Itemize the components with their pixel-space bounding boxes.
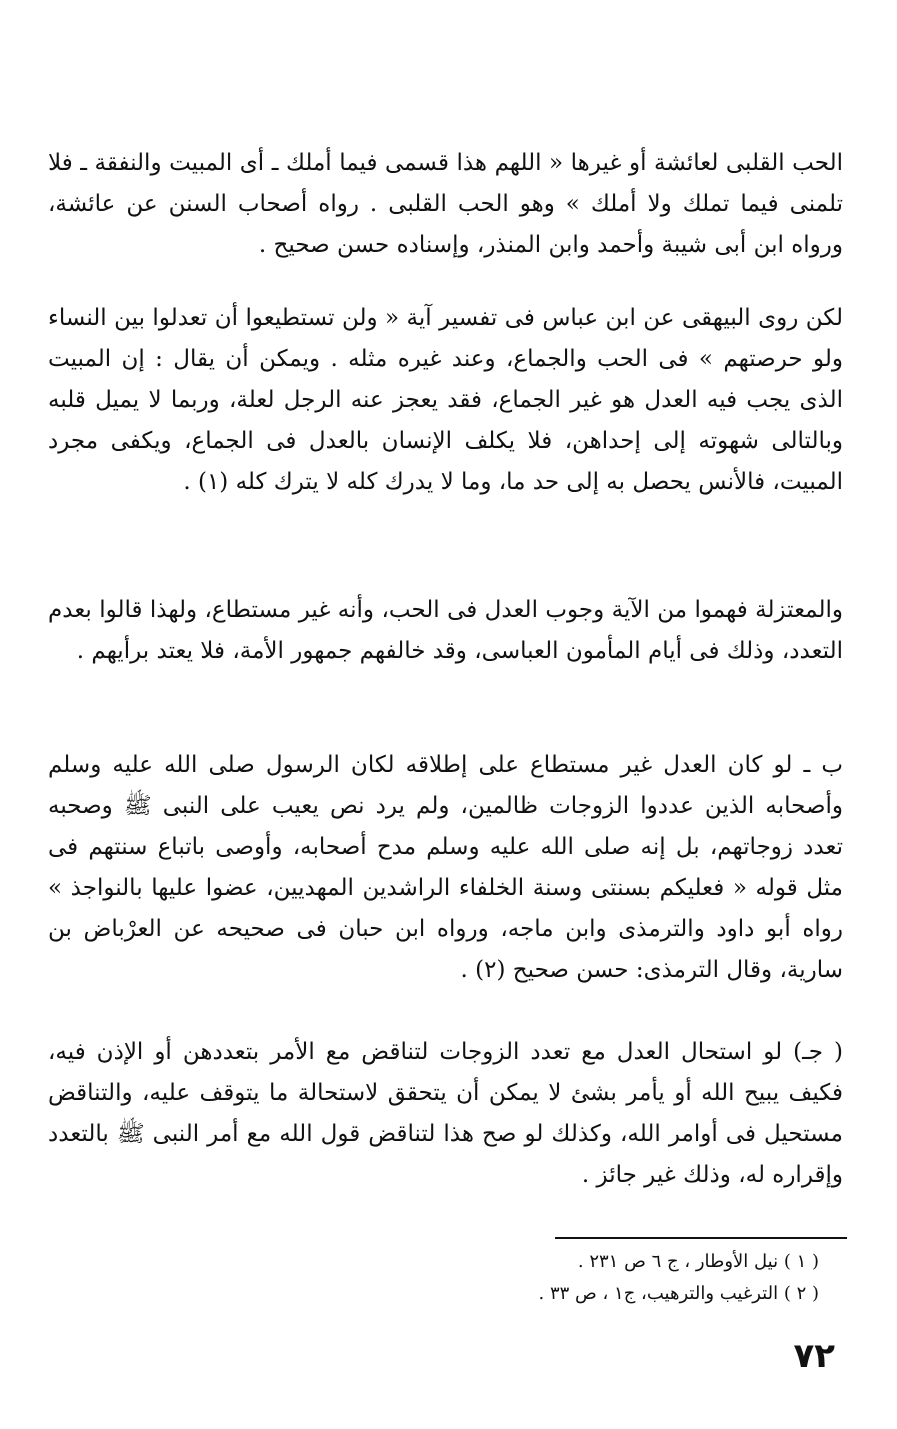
paragraph-text: ب ـ لو كان العدل غير مستطاع على إطلاقه لكان الرسول صلى الله عليه وسلم وأصحابه الذين عددوا الزوجات ظالمين، ولم يرد نص يعيب على النبى ﷺ وصحبه تعدد زوجاتهم، بل إنه صلى الله عليه وسلم مدح أصحابه، وأوصى باتباع سنتهم فى مثل قوله « فعليكم بسنتى وسنة الخلفاء الراشدين المهديين، عضوا عليها بالنواجذ » رواه أبو داود والترمذى وابن ماجه، ورواه ابن حبان فى صحيحه عن العرْباض بن سارية، وقال الترمذى: حسن صحيح (٢) . <box>48 752 843 983</box>
footnote-divider <box>555 1237 847 1239</box>
footnotes <box>319 1246 819 1310</box>
paragraph-text: الحب القلبى لعائشة أو غيرها « اللهم هذا قسمى فيما أملك ـ أى المبيت والنفقة ـ فلا تلمنى فيما تملك ولا أملك » وهو الحب القلبى . رواه أصحاب السنن عن عائشة، ورواه ابن أبى شيبة وأحمد وابن المنذر، وإسناده حسن صحيح . <box>48 150 843 258</box>
body-paragraph <box>48 1032 843 1196</box>
footnote-2: ( ٢ ) الترغيب والترهيب، ج١ ، ص ٣٣ . <box>538 1283 819 1304</box>
body-paragraph <box>48 745 843 991</box>
footnote-1: ( ١ ) نيل الأوطار ، ج ٦ ص ٢٣١ . <box>577 1251 819 1272</box>
paragraph-text: ( جـ) لو استحال العدل مع تعدد الزوجات لتناقض مع الأمر بتعددهن أو الإذن فيه، فكيف يبيح الله أو يأمر بشئ لا يمكن أن يتحقق لاستحالة ما يتوقف عليه، والتناقض مستحيل فى أوامر الله، وكذلك لو صح هذا لتناقض قول الله مع أمر النبى ﷺ بالتعدد وإقراره له، وذلك غير جائز . <box>48 1039 843 1188</box>
body-paragraph <box>48 590 843 672</box>
body-paragraph <box>48 298 843 503</box>
page-number: ٧٢ <box>793 1336 835 1376</box>
body-paragraph <box>48 143 843 266</box>
paragraph-text: لكن روى البيهقى عن ابن عباس فى تفسير آية « ولن تستطيعوا أن تعدلوا بين النساء ولو حرصتهم » فى الحب والجماع، وعند غيره مثله . ويمكن أن يقال : إن المبيت الذى يجب فيه العدل هو غير الجماع، فقد يعجز عنه الرجل لعلة، وربما لا يميل قلبه وبالتالى شهوته إلى إحداهن، فلا يكلف الإنسان بالعدل فى الجماع، ويكفى مجرد المبيت، فالأنس يحصل به إلى حد ما، وما لا يدرك كله لا يترك كله (١) . <box>48 305 843 495</box>
paragraph-text: والمعتزلة فهموا من الآية وجوب العدل فى الحب، وأنه غير مستطاع، ولهذا قالوا بعدم التعدد، وذلك فى أيام المأمون العباسى، وقد خالفهم جمهور الأمة، فلا يعتد برأيهم . <box>48 597 843 664</box>
